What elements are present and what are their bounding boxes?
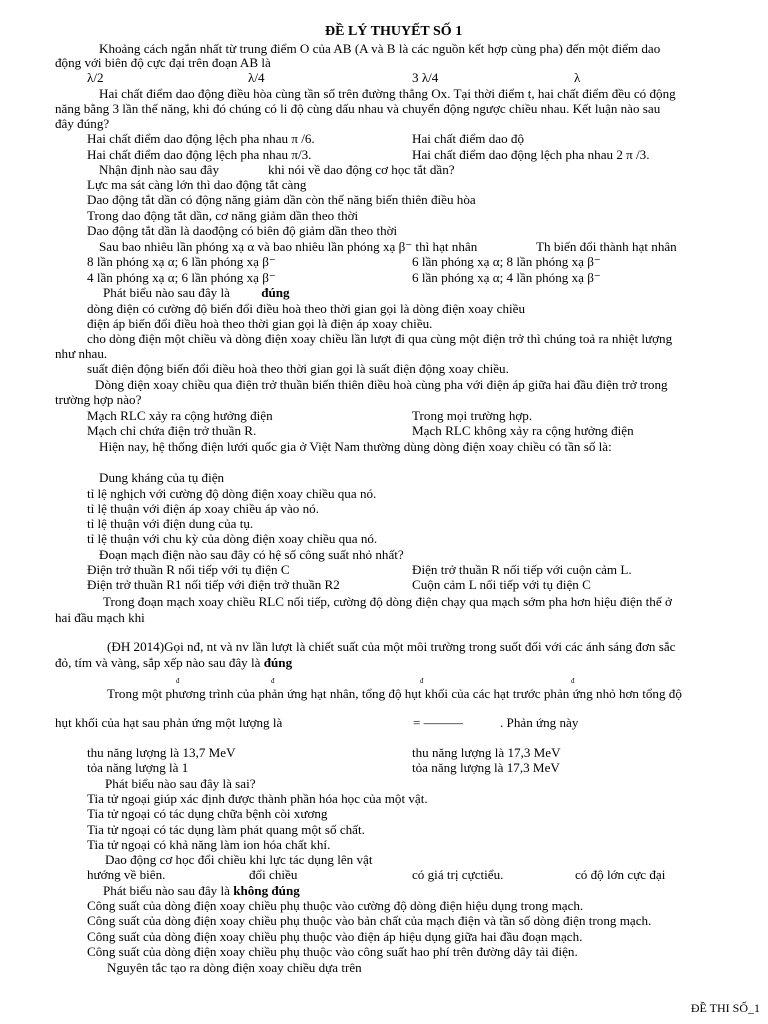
q9-option-d: Cuộn cảm L nối tiếp với tụ điện C [412,577,591,592]
q1-stem-line1: Khoảng cách ngắn nhất từ trung điểm O của AB (A và B là các nguồn kết hợp cùng pha) đến một điểm dao [99,41,661,56]
q16-stem: Nguyên tắc tạo ra dòng điện xoay chiều dựa trên [107,960,362,975]
q6-option-a: Mạch RLC xảy ra cộng hưởng điện [87,408,273,423]
q15-stem-emphasis: không đúng [233,883,300,898]
q3-option-d: Dao động tắt dần là daođộng có biên độ giảm dần theo thời [87,223,398,238]
q15-option-b: Công suất của dòng điện xoay chiều phụ thuộc vào bản chất của mạch điện và tần số dòng điện trong mạch. [87,913,652,928]
q12-stem-line2c: . Phản ứng này [500,715,579,730]
q11-option-c-mark: đ [420,677,424,685]
q12-stem-line2a: hụt khối của hạt sau phản ứng một lượng là [55,715,283,730]
q3-stem-a: Nhận định nào sau đây [99,162,219,177]
q14-option-a: hướng về biên. [87,867,166,882]
q2-option-a: Hai chất điểm dao động lệch pha nhau π /6. [87,131,315,146]
q2-option-b: Hai chất điểm dao độ [412,131,524,146]
q11-stem-line2 [55,655,292,670]
q3-stem-b: khi nói về dao động cơ học tắt dần? [268,162,455,177]
q8-option-d: tỉ lệ thuận với chu kỳ của dòng điện xoay chiều qua nó. [87,531,378,546]
q2-stem-line3: đây đúng? [55,116,110,131]
q6-option-d: Mạch RLC không xảy ra cộng hưởng điện [412,423,634,438]
q12-option-b: thu năng lượng là 17,3 MeV [412,745,561,760]
q5-stem-text: Phát biểu nào sau đây là [103,285,230,300]
q5-option-d: suất điện động biến đổi điều hoà theo thời gian gọi là suất điện động xoay chiều. [87,361,509,376]
q1-option-b: λ/4 [248,70,265,85]
q11-stem-line1: (ĐH 2014)Gọi nđ, nt và nv lần lượt là chiết suất của một môi trường trong suốt đối với các ánh sáng đơn sắc [107,639,676,654]
q3-option-a: Lực ma sát càng lớn thì dao động tắt càng [87,177,307,192]
q7-stem: Hiện nay, hệ thống điện lưới quốc gia ở Việt Nam thường dùng dòng điện xoay chiều có tần số là: [99,439,612,454]
q1-option-d: λ [574,70,581,85]
q5-option-c: cho dòng điện một chiều và dòng điện xoay chiều lần lượt đi qua cùng một điện trở thì chúng toả ra nhiệt lượng [87,331,673,346]
q11-stem-emphasis: đúng [263,655,293,670]
q6-option-c: Mạch chỉ chứa điện trở thuần R. [87,423,257,438]
q6-option-b: Trong mọi trường hợp. [412,408,533,423]
q10-stem-line1: Trong đoạn mạch xoay chiều RLC nối tiếp, cường độ dòng điện chạy qua mạch sớm pha hơn hiệu điện thế ở [103,594,672,609]
q15-stem [103,883,300,898]
q15-stem-text: Phát biểu nào sau đây là [103,883,230,898]
q6-stem-line1: Dòng điện xoay chiều qua điện trở thuần biến thiên điều hoà cùng pha với điện áp giữa hai đầu điện trở trong [95,377,668,392]
q11-option-d-mark: đ [571,677,575,685]
q6-stem-line2: trường hợp nào? [55,392,142,407]
q4-stem-a: Sau bao nhiêu lần phóng xạ α và bao nhiêu lần phóng xạ β⁻ thì hạt nhân [99,239,478,254]
q2-stem-line2: năng bằng 3 lần thế năng, khi đó chúng có li độ cùng dấu nhau và chuyển động ngược chiều nhau. Kết luận nào sau [55,101,661,116]
q11-option-a-mark: đ [176,677,180,685]
q1-option-a: λ/2 [87,70,104,85]
q12-stem-line1: Trong một phương trình của phản ứng hạt nhân, tổng độ hụt khối của các hạt trước phản ứng nhỏ hơn tổng độ [107,686,682,701]
q9-option-c: Điện trở thuần R1 nối tiếp với điện trở thuần R2 [87,577,340,592]
page-footer: ĐỀ THI SỐ_1 [690,1001,760,1015]
q13-option-c: Tia tử ngoại có tác dụng làm phát quang một số chất. [87,822,365,837]
q2-option-c: Hai chất điểm dao động lệch pha nhau π/3. [87,147,312,162]
q1-option-c: 3 λ/4 [412,70,439,85]
q12-fraction: = ——— [413,715,463,730]
q8-option-c: tỉ lệ thuận với điện dung của tụ. [87,516,254,531]
q1-stem-line2: động với biên độ cực đại trên đoạn AB là [55,55,271,70]
q15-option-c: Công suất của dòng điện xoay chiều phụ thuộc vào điện áp hiệu dụng giữa hai đầu đoạn mạch. [87,929,583,944]
q4-option-b: 6 lần phóng xạ α; 8 lần phóng xạ β⁻ [412,254,601,269]
q2-stem-line1: Hai chất điểm dao động điều hòa cùng tần số trên đường thẳng Ox. Tại thời điểm t, hai chất điểm đều có động [99,86,676,101]
q9-option-a: Điện trở thuần R nối tiếp với tụ điện C [87,562,290,577]
page-title: ĐỀ LÝ THUYẾT SỐ 1 [325,24,463,39]
q5-option-b: điện áp biến đổi điều hoà theo thời gian gọi là điện áp xoay chiều. [87,316,433,331]
q13-option-b: Tia tử ngoại có tác dụng chữa bệnh còi xương [87,806,328,821]
q2-option-d: Hai chất điểm dao động lệch pha nhau 2 π /3. [412,147,650,162]
q13-option-a: Tia tử ngoại giúp xác định được thành phần hóa học của một vật. [87,791,428,806]
q3-option-b: Dao động tắt dần có động năng giảm dần còn thế năng biến thiên điều hòa [87,192,476,207]
q13-stem: Phát biểu nào sau đây là sai? [105,776,256,791]
q11-option-b-mark: đ [271,677,275,685]
q4-option-a: 8 lần phóng xạ α; 6 lần phóng xạ β⁻ [87,254,276,269]
q11-stem-text: đỏ, tím và vàng, sắp xếp nào sau đây là [55,655,261,670]
q9-stem: Đoạn mạch điện nào sau đây có hệ số công suất nhỏ nhất? [99,547,404,562]
q10-stem-line2: hai đầu mạch khi [55,610,145,625]
q5-stem-emphasis: đúng [261,285,290,300]
q14-option-d: có độ lớn cực đại [575,867,666,882]
q5-option-c-cont: như nhau. [55,346,108,361]
q12-option-d: tỏa năng lượng là 17,3 MeV [412,760,560,775]
q4-stem-b: Th biến đổi thành hạt nhân [536,239,677,254]
q13-option-d: Tia tử ngoại có khả năng làm ion hóa chất khí. [87,837,331,852]
q14-stem: Dao động cơ học đổi chiều khi lực tác dụng lên vật [105,852,373,867]
q8-option-a: tỉ lệ nghịch với cường độ dòng điện xoay chiều qua nó. [87,486,377,501]
q3-option-c: Trong dao động tắt dần, cơ năng giảm dần theo thời [87,208,359,223]
q8-option-b: tỉ lệ thuận với điện áp xoay chiều áp vào nó. [87,501,319,516]
q9-option-b: Điện trở thuần R nối tiếp với cuộn cảm L. [412,562,632,577]
q14-option-c: có giá trị cựctiểu. [412,867,504,882]
q5-option-a: dòng điện có cường độ biến đổi điều hoà theo thời gian gọi là dòng điện xoay chiều [87,301,526,316]
q14-option-b: đổi chiều [249,867,298,882]
q15-option-d: Công suất của dòng điện xoay chiều phụ thuộc vào công suất hao phí trên đường dây tải điện. [87,944,578,959]
q5-stem [103,285,290,300]
q12-option-a: thu năng lượng là 13,7 MeV [87,745,236,760]
q4-option-c: 4 lần phóng xạ α; 6 lần phóng xạ β⁻ [87,270,276,285]
q15-option-a: Công suất của dòng điện xoay chiều phụ thuộc vào cường độ dòng điện hiệu dụng trong mạch. [87,898,584,913]
q12-option-c: tỏa năng lượng là 1 [87,760,189,775]
q4-option-d: 6 lần phóng xạ α; 4 lần phóng xạ β⁻ [412,270,601,285]
q8-stem: Dung kháng của tụ điện [99,470,225,485]
